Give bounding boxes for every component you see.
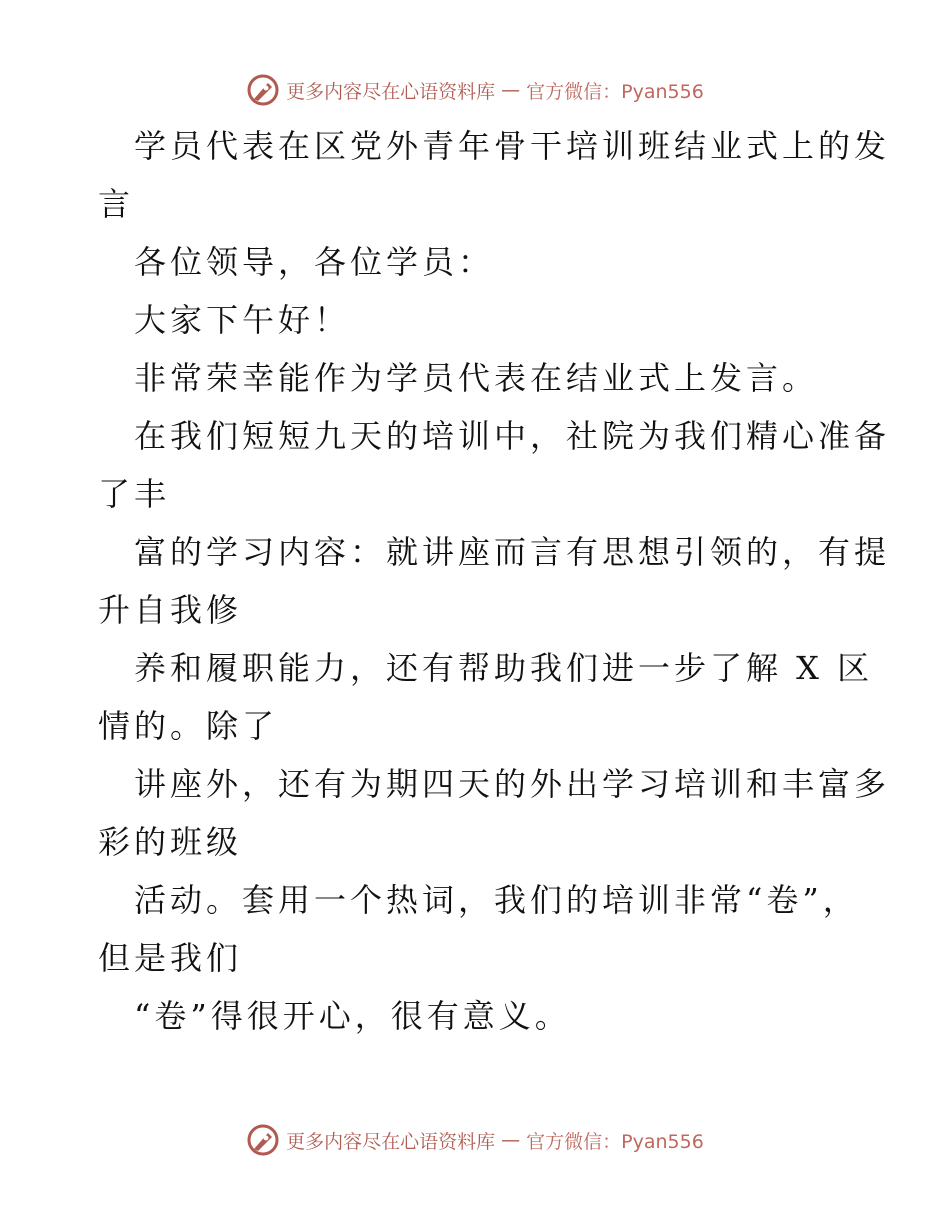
salutation: 各位领导，各位学员： bbox=[134, 243, 495, 281]
paragraph-line: “卷”得很开心，很有意义。 bbox=[134, 997, 571, 1035]
greeting: 大家下午好！ bbox=[134, 301, 351, 339]
paragraph-line: 情的。除了 bbox=[98, 707, 279, 745]
paragraph-line: 了丰 bbox=[98, 475, 171, 513]
title-line-1: 学员代表在区党外青年骨干培训班结业式上的发 bbox=[134, 127, 891, 165]
paragraph-line: 彩的班级 bbox=[98, 823, 243, 861]
pen-logo-icon bbox=[246, 73, 280, 107]
paragraph-line: 非常荣幸能作为学员代表在结业式上发言。 bbox=[134, 359, 819, 397]
paragraph-line: 活动。套用一个热词，我们的培训非常“卷”， bbox=[134, 881, 859, 919]
banner-separator: — bbox=[501, 79, 521, 101]
footer-banner bbox=[0, 1120, 950, 1160]
banner-separator: — bbox=[501, 1129, 521, 1151]
banner-text: 更多内容尽在心语资料库 bbox=[286, 1130, 496, 1153]
pen-logo-icon bbox=[246, 1123, 280, 1157]
banner-wechat: 官方微信：Pyan556 bbox=[526, 80, 704, 103]
header-banner bbox=[0, 70, 950, 110]
document-body bbox=[98, 122, 891, 1050]
paragraph-line: 但是我们 bbox=[98, 939, 243, 977]
paragraph-line: 养和履职能力，还有帮助我们进一步了解 X 区 bbox=[134, 649, 874, 687]
paragraph-line: 在我们短短九天的培训中，社院为我们精心准备 bbox=[134, 417, 891, 455]
paragraph-line: 讲座外，还有为期四天的外出学习培训和丰富多 bbox=[134, 765, 891, 803]
banner-wechat: 官方微信：Pyan556 bbox=[526, 1130, 704, 1153]
paragraph-line: 升自我修 bbox=[98, 591, 243, 629]
banner-text: 更多内容尽在心语资料库 bbox=[286, 80, 496, 103]
title-line-2: 言 bbox=[98, 185, 135, 223]
paragraph-line: 富的学习内容：就讲座而言有思想引领的，有提 bbox=[134, 533, 891, 571]
